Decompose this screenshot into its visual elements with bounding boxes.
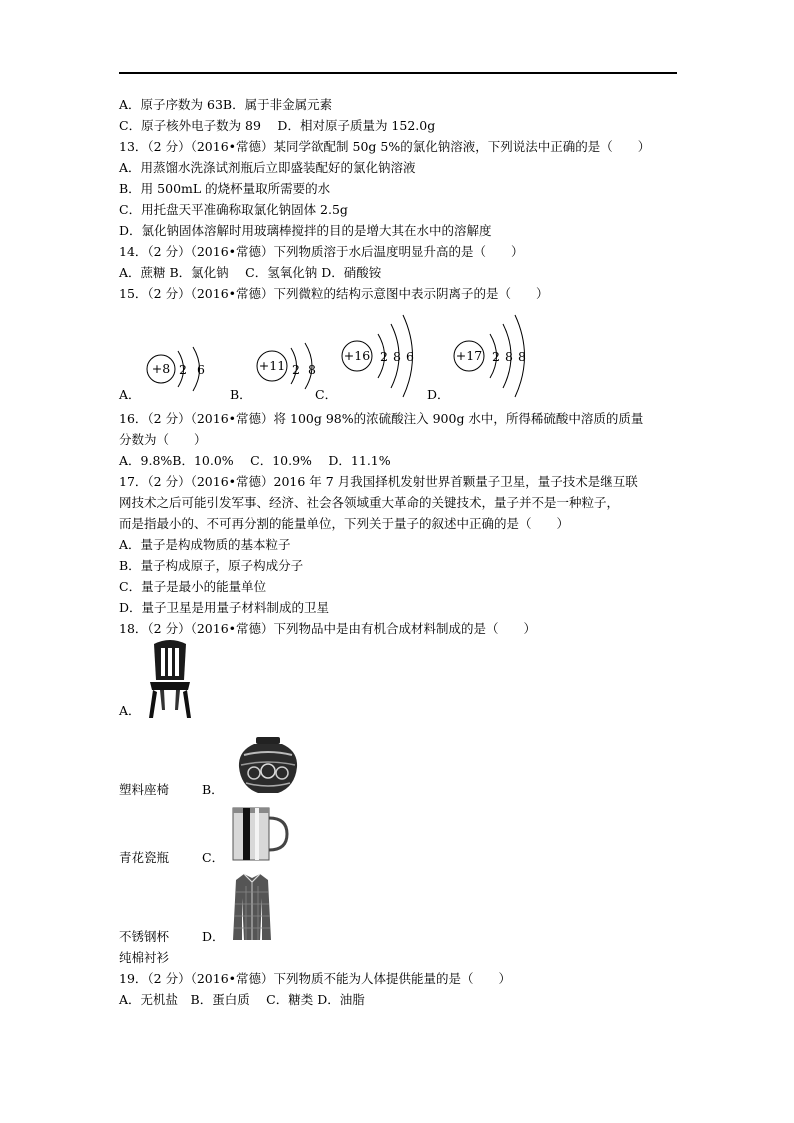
q17-option-a: A．量子是构成物质的基本粒子 <box>119 537 291 552</box>
q15-label-a: A． <box>119 387 141 402</box>
shell-electrons: 8 <box>393 349 401 364</box>
nucleus-charge: +17 <box>455 348 483 363</box>
shell-electrons: 2 <box>179 362 187 377</box>
shell-electrons: 2 <box>492 349 500 364</box>
q19-options: A．无机盐 B．蛋白质 C．糖类 D．油脂 <box>119 992 365 1007</box>
q16-options: A．9.8%B．10.0% C．10.9% D．11.1% <box>119 453 391 468</box>
q18-label-a: A． <box>119 703 141 718</box>
q18-label-c: C． <box>202 850 225 865</box>
q19-stem: 19．（2 分）（2016•常德）下列物质不能为人体提供能量的是（ ） <box>119 971 512 986</box>
nucleus-charge: +16 <box>343 348 371 363</box>
shell-electrons: 8 <box>505 349 513 364</box>
q13-option-d: D．氯化钠固体溶解时用玻璃棒搅拌的目的是增大其在水中的溶解度 <box>119 223 492 238</box>
q18-name-d: 纯棉衬衫 <box>119 950 170 965</box>
q17-stem-line-2: 网技术之后可能引发军事、经济、社会各领域重大革命的关键技术，量子并不是一种粒子， <box>119 495 620 510</box>
q13-option-a: A．用蒸馏水洗涤试剂瓶后立即盛装配好的氯化钠溶液 <box>119 160 416 175</box>
porcelain-jar-image <box>236 735 300 795</box>
q18-label-b: B． <box>202 782 224 797</box>
q13-stem: 13．（2 分）（2016•常德）某同学欲配制 50g 5%的氯化钠溶液，下列说法中正确的是（ ） <box>119 139 651 154</box>
q17-stem-line-1: 17．（2 分）（2016•常德）2016 年 7 月我国择机发射世界首颗量子卫星，量子技术是继互联 <box>119 474 638 489</box>
q12-option-a-b: A．原子序数为 63B．属于非金属元素 <box>119 97 333 112</box>
q15-label-d: D． <box>427 387 450 402</box>
shell-electrons: 2 <box>292 362 300 377</box>
shell-electrons: 8 <box>308 362 316 377</box>
q17-stem-line-3: 而是指最小的、不可再分割的能量单位，下列关于量子的叙述中正确的是（ ） <box>119 516 570 531</box>
header-rule <box>119 72 677 74</box>
q12-option-c-d: C．原子核外电子数为 89 D．相对原子质量为 152.0g <box>119 118 436 133</box>
shell-electrons: 2 <box>380 349 388 364</box>
nucleus-charge: +8 <box>151 361 171 376</box>
q18-name-c: 不锈钢杯 <box>119 929 170 944</box>
q15-label-b: B． <box>230 387 252 402</box>
atom-diagram-d <box>452 312 532 402</box>
nucleus-charge: +11 <box>258 358 286 373</box>
q13-option-c: C．用托盘天平准确称取氯化钠固体 2.5g <box>119 202 348 217</box>
q15-label-c: C． <box>315 387 338 402</box>
atom-diagram-b <box>255 335 325 395</box>
q17-option-b: B．量子构成原子，原子构成分子 <box>119 558 304 573</box>
q18-label-d: D． <box>202 929 225 944</box>
shell-electrons: 6 <box>406 349 414 364</box>
steel-mug-image <box>231 806 291 862</box>
q14-options: A．蔗糖 B．氯化钠 C．氢氧化钠 D．硝酸铵 <box>119 265 382 280</box>
q14-stem: 14．（2 分）（2016•常德）下列物质溶于水后温度明显升高的是（ ） <box>119 244 524 259</box>
q15-stem: 15．（2 分）（2016•常德）下列微粒的结构示意图中表示阴离子的是（ ） <box>119 286 549 301</box>
q13-option-b: B．用 500mL 的烧杯量取所需要的水 <box>119 181 331 196</box>
q17-option-c: C．量子是最小的能量单位 <box>119 579 267 594</box>
q18-stem: 18．（2 分）（2016•常德）下列物品中是由有机合成材料制成的是（ ） <box>119 621 537 636</box>
q17-option-d: D．量子卫星是用量子材料制成的卫星 <box>119 600 330 615</box>
q18-name-b: 青花瓷瓶 <box>119 850 170 865</box>
shell-electrons: 6 <box>197 362 205 377</box>
q16-stem-line-2: 分数为（ ） <box>119 432 207 447</box>
atom-diagram-c <box>340 312 420 402</box>
q18-name-a: 塑料座椅 <box>119 782 170 797</box>
q16-stem-line-1: 16．（2 分）（2016•常德）将 100g 98%的浓硫酸注入 900g 水中，所得稀硫酸中溶质的质量 <box>119 411 644 426</box>
cotton-shirt-image <box>232 872 272 942</box>
shell-electrons: 8 <box>518 349 526 364</box>
atom-diagram-a <box>145 335 215 395</box>
plastic-chair-image <box>146 638 194 720</box>
